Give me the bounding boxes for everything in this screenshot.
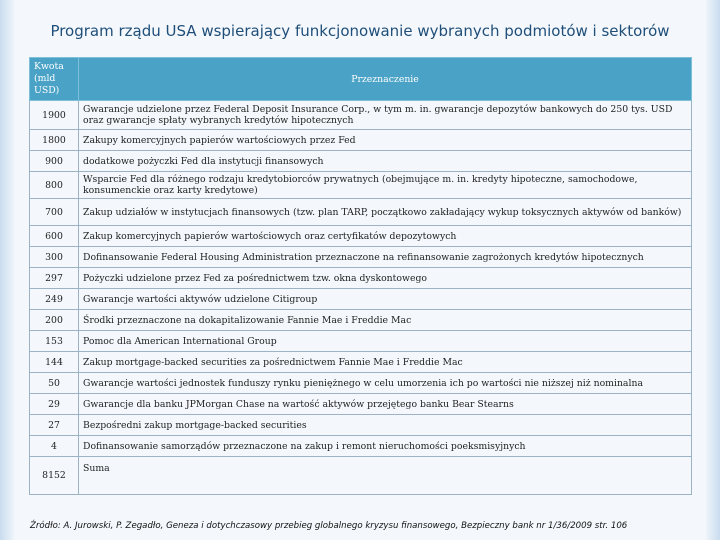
amount-cell: 297 <box>30 268 79 289</box>
purpose-cell: Pożyczki udzielone przez Fed za pośrednictwem tzw. okna dyskontowego <box>79 268 692 289</box>
right-decorative-bar <box>706 0 720 540</box>
amount-cell: 600 <box>30 226 79 247</box>
purpose-cell: Gwarancje wartości jednostek funduszy rynku pieniężnego w celu umorzenia ich po wartości nie niższej niż nominalna <box>79 373 692 394</box>
table-row <box>30 310 692 331</box>
amount-cell: 800 <box>30 172 79 199</box>
table-row <box>30 373 692 394</box>
table-row <box>30 130 692 151</box>
amount-cell: 144 <box>30 352 79 373</box>
amount-cell: 1900 <box>30 101 79 130</box>
slide-title: Program rządu USA wspierający funkcjonowanie wybranych podmiotów i sektorów <box>50 22 670 40</box>
purpose-cell: Zakup udziałów w instytucjach finansowych (tzw. plan TARP, początkowo zakładający wykup toksycznych aktywów od banków) <box>79 199 692 226</box>
amount-cell: 4 <box>30 436 79 457</box>
amount-cell: 153 <box>30 331 79 352</box>
table-row <box>30 436 692 457</box>
purpose-cell: dodatkowe pożyczki Fed dla instytucji finansowych <box>79 151 692 172</box>
purpose-cell: Zakupy komercyjnych papierów wartościowych przez Fed <box>79 130 692 151</box>
purpose-cell: Dofinansowanie samorządów przeznaczone na zakup i remont nieruchomości poeksmisyjnych <box>79 436 692 457</box>
table-row <box>30 151 692 172</box>
table-row <box>30 289 692 310</box>
purpose-cell: Zakup mortgage-backed securities za pośrednictwem Fannie Mae i Freddie Mac <box>79 352 692 373</box>
purpose-cell: Dofinansowanie Federal Housing Administration przeznaczone na refinansowanie zagrożonych kredytów hipotecznych <box>79 247 692 268</box>
total-amount-cell: 8152 <box>30 457 79 495</box>
purpose-cell: Zakup komercyjnych papierów wartościowych oraz certyfikatów depozytowych <box>79 226 692 247</box>
amount-cell: 200 <box>30 310 79 331</box>
amount-cell: 27 <box>30 415 79 436</box>
table-row <box>30 331 692 352</box>
table-row <box>30 352 692 373</box>
purpose-cell: Środki przeznaczone na dokapitalizowanie Fannie Mae i Freddie Mac <box>79 310 692 331</box>
purpose-cell: Gwarancje dla banku JPMorgan Chase na wartość aktywów przejętego banku Bear Stearns <box>79 394 692 415</box>
left-decorative-bar <box>0 0 14 540</box>
header-purpose: Przeznaczenie <box>79 58 692 101</box>
table-row <box>30 415 692 436</box>
amount-cell: 900 <box>30 151 79 172</box>
purpose-cell: Wsparcie Fed dla różnego rodzaju kredytobiorców prywatnych (obejmujące m. in. kredyty hipoteczne, samochodowe, konsumenckie oraz karty kredytowe) <box>79 172 692 199</box>
table-row <box>30 394 692 415</box>
table-row <box>30 172 692 199</box>
table-row-total <box>30 457 692 495</box>
amount-cell: 29 <box>30 394 79 415</box>
table-row <box>30 199 692 226</box>
purpose-cell: Gwarancje udzielone przez Federal Deposit Insurance Corp., w tym m. in. gwarancje depozytów bankowych do 250 tys. USD oraz gwarancje spłaty wybranych kredytów hipotecznych <box>79 101 692 130</box>
total-label-cell: Suma <box>79 457 692 495</box>
support-program-table <box>29 57 692 495</box>
amount-cell: 1800 <box>30 130 79 151</box>
amount-cell: 300 <box>30 247 79 268</box>
table-row <box>30 226 692 247</box>
table-row <box>30 268 692 289</box>
header-amount: Kwota (mld USD) <box>30 58 79 101</box>
amount-cell: 700 <box>30 199 79 226</box>
purpose-cell: Bezpośredni zakup mortgage-backed securities <box>79 415 692 436</box>
table-row <box>30 247 692 268</box>
table-header-row <box>30 58 692 101</box>
purpose-cell: Gwarancje wartości aktywów udzielone Citigroup <box>79 289 692 310</box>
source-citation: Źródło: A. Jurowski, P. Zegadło, Geneza i dotychczasowy przebieg globalnego kryzysu finansowego, Bezpieczny bank nr 1/36/2009 str. 106 <box>30 521 628 531</box>
purpose-cell: Pomoc dla American International Group <box>79 331 692 352</box>
table-row <box>30 101 692 130</box>
amount-cell: 249 <box>30 289 79 310</box>
amount-cell: 50 <box>30 373 79 394</box>
